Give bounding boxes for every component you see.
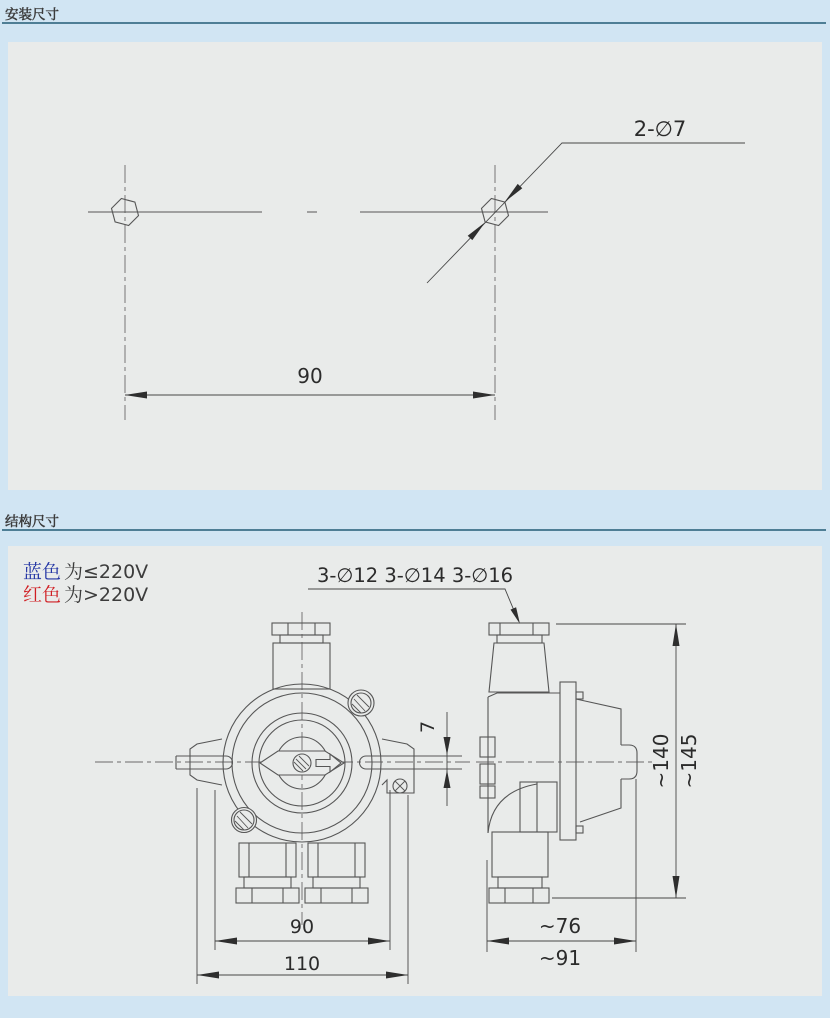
installation-section-title: 安装尺寸 <box>5 7 59 23</box>
voltage-color-legend <box>23 561 148 606</box>
height-blue-label: ~140 <box>649 733 673 789</box>
cover-screw-top-right <box>348 690 374 716</box>
installation-section-header <box>2 6 826 23</box>
switch-handle <box>260 751 344 775</box>
depth-red-label: ~91 <box>538 946 582 970</box>
hole-spacing-label: 90 <box>297 364 323 388</box>
depth-blue-label: ~76 <box>538 914 582 938</box>
structure-section-header <box>2 513 826 530</box>
front-overall-width-label: 110 <box>283 953 321 975</box>
legend-red-term: 红色 <box>23 584 62 606</box>
legend-line-blue <box>23 561 148 583</box>
cable-entry-label: 3-∅12 3-∅14 3-∅16 <box>316 564 514 587</box>
legend-line-red <box>23 584 148 606</box>
legend-blue-term: 蓝色 <box>23 561 62 583</box>
installation-panel <box>8 42 822 490</box>
structure-section-title: 结构尺寸 <box>5 514 59 530</box>
front-hole-spacing-label: 90 <box>289 916 315 938</box>
height-red-label: ~145 <box>677 733 701 789</box>
slot-width-label: 7 <box>417 720 439 734</box>
legend-red-desc: 为>220V <box>64 584 149 606</box>
handle-screw <box>293 754 311 772</box>
legend-blue-desc: 为≤220V <box>64 561 149 583</box>
hole-diameter-label: 2-∅7 <box>633 117 687 141</box>
cover-screw-bottom-left <box>232 808 257 833</box>
